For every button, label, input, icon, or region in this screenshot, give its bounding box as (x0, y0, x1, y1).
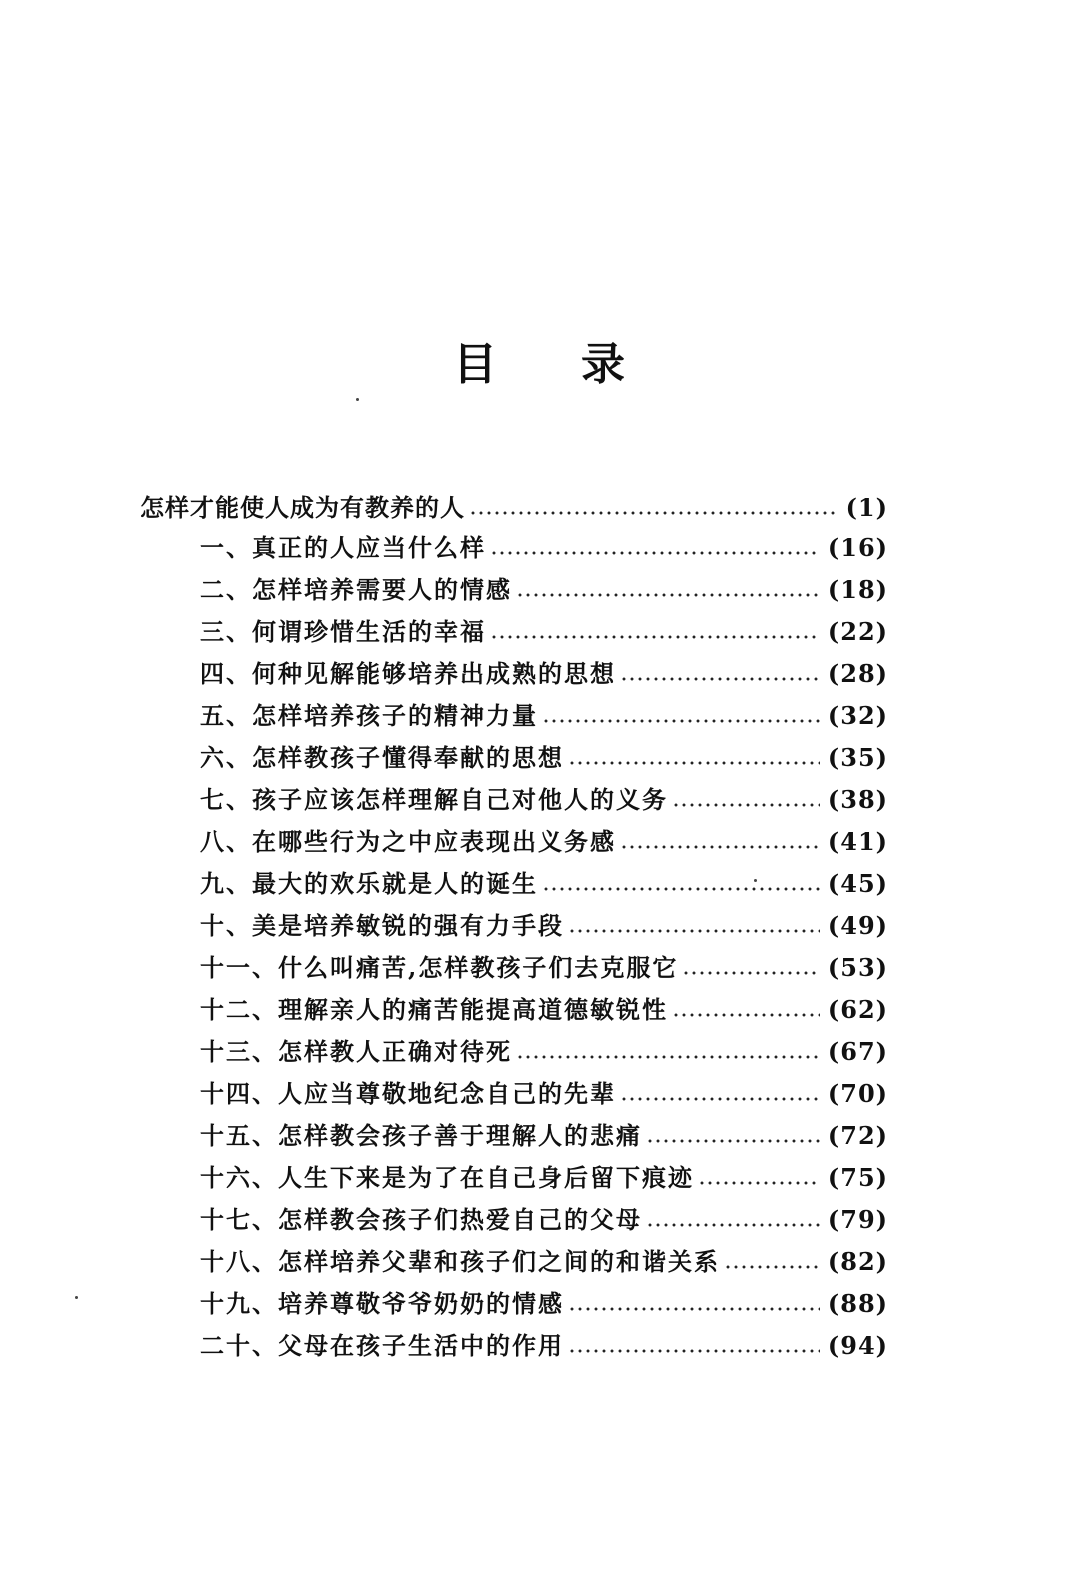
toc-entry-label: 十五、怎样教会孩子善于理解人的悲痛 (200, 1121, 642, 1150)
toc-entry-label: 十一、什么叫痛苦,怎样教孩子们去克服它 (200, 953, 679, 982)
scan-speck (75, 1296, 78, 1299)
toc-entry-page: (70) (827, 1079, 888, 1108)
toc-entry-page: (45) (827, 869, 888, 898)
toc-entry[interactable] (200, 1073, 888, 1115)
toc-entry[interactable] (200, 821, 888, 863)
toc-entry-page: (16) (827, 533, 888, 562)
toc-entry[interactable] (200, 527, 888, 569)
toc-entry-label: 九、最大的欢乐就是人的诞生 (200, 869, 538, 898)
toc-entry[interactable] (200, 947, 888, 989)
toc-entry-page: (72) (827, 1121, 888, 1150)
dot-leader (698, 1181, 820, 1185)
dot-leader (490, 635, 820, 639)
dot-leader (682, 971, 820, 975)
toc-entry-label: 八、在哪些行为之中应表现出义务感 (200, 827, 616, 856)
dot-leader (542, 719, 820, 723)
dot-leader (620, 677, 820, 681)
toc-entry[interactable] (200, 1031, 888, 1073)
toc-entry-page: (94) (827, 1331, 888, 1360)
toc-entry-page: (35) (827, 743, 888, 772)
title-char-1: 目 (453, 339, 499, 390)
dot-leader (672, 803, 820, 807)
toc-entry-page: (32) (827, 701, 888, 730)
toc-entry[interactable] (200, 695, 888, 737)
toc-entry[interactable] (200, 611, 888, 653)
toc-entry-label: 怎样才能使人成为有教养的人 (140, 494, 465, 522)
title-char-2: 录 (581, 339, 627, 390)
toc-entry-page: (82) (827, 1247, 888, 1276)
toc-entry-label: 六、怎样教孩子懂得奉献的思想 (200, 743, 564, 772)
toc-entry[interactable] (200, 863, 888, 905)
toc-entry-label: 五、怎样培养孩子的精神力量 (200, 701, 538, 730)
dot-leader (646, 1139, 820, 1143)
dot-leader (568, 761, 820, 765)
dot-leader (469, 511, 838, 515)
toc-entry[interactable] (200, 653, 888, 695)
toc-entry[interactable] (200, 1241, 888, 1283)
dot-leader (542, 887, 820, 891)
toc-entry-page: (88) (827, 1289, 888, 1318)
toc-entry-page: (75) (827, 1163, 888, 1192)
toc-entry-page: (18) (827, 575, 888, 604)
toc-entry[interactable] (200, 1325, 888, 1367)
dot-leader (568, 1307, 820, 1311)
toc-entry[interactable] (200, 569, 888, 611)
toc-entry-page: (28) (827, 659, 888, 688)
toc-entry[interactable] (200, 1199, 888, 1241)
toc-entry-label: 三、何谓珍惜生活的幸福 (200, 617, 486, 646)
page-title (0, 335, 1080, 395)
scan-speck (754, 879, 757, 882)
toc-entry-page: (53) (827, 953, 888, 982)
toc-entry-page: (22) (827, 617, 888, 646)
dot-leader (724, 1265, 820, 1269)
toc-entry-page: (41) (827, 827, 888, 856)
toc-entry-main[interactable] (140, 487, 888, 529)
toc-entry[interactable] (200, 737, 888, 779)
dot-leader (516, 593, 820, 597)
toc-entry-label: 二、怎样培养需要人的情感 (200, 575, 512, 604)
toc-entry-label: 十六、人生下来是为了在自己身后留下痕迹 (200, 1163, 694, 1192)
toc-entry[interactable] (200, 989, 888, 1031)
toc-entry[interactable] (200, 1283, 888, 1325)
toc-entry[interactable] (200, 1157, 888, 1199)
toc-entry-page: (38) (827, 785, 888, 814)
toc-entry-page: (67) (827, 1037, 888, 1066)
toc-entry-label: 十七、怎样教会孩子们热爱自己的父母 (200, 1205, 642, 1234)
toc-entry-page: (49) (827, 911, 888, 940)
toc-entry-label: 七、孩子应该怎样理解自己对他人的义务 (200, 785, 668, 814)
dot-leader (672, 1013, 820, 1017)
dot-leader (516, 1055, 820, 1059)
toc-entry-label: 四、何种见解能够培养出成熟的思想 (200, 659, 616, 688)
toc-entry[interactable] (200, 1115, 888, 1157)
toc-entry-label: 一、真正的人应当什么样 (200, 533, 486, 562)
toc-entry-label: 十二、理解亲人的痛苦能提高道德敏锐性 (200, 995, 668, 1024)
toc-entry-page: (79) (827, 1205, 888, 1234)
dot-leader (620, 845, 820, 849)
toc-entry-label: 十四、人应当尊敬地纪念自己的先辈 (200, 1079, 616, 1108)
dot-leader (490, 551, 820, 555)
toc-entry[interactable] (200, 905, 888, 947)
toc-entry-page: (1) (845, 493, 888, 522)
scan-speck (356, 398, 359, 401)
toc-entry[interactable] (200, 779, 888, 821)
toc-entry-label: 十九、培养尊敬爷爷奶奶的情感 (200, 1289, 564, 1318)
dot-leader (646, 1223, 820, 1227)
dot-leader (568, 929, 820, 933)
toc-entry-label: 十八、怎样培养父辈和孩子们之间的和谐关系 (200, 1247, 720, 1276)
toc-entry-label: 十三、怎样教人正确对待死 (200, 1037, 512, 1066)
dot-leader (568, 1349, 820, 1353)
dot-leader (620, 1097, 820, 1101)
toc-entry-label: 二十、父母在孩子生活中的作用 (200, 1331, 564, 1360)
toc-entry-page: (62) (827, 995, 888, 1024)
toc-entry-label: 十、美是培养敏锐的强有力手段 (200, 911, 564, 940)
